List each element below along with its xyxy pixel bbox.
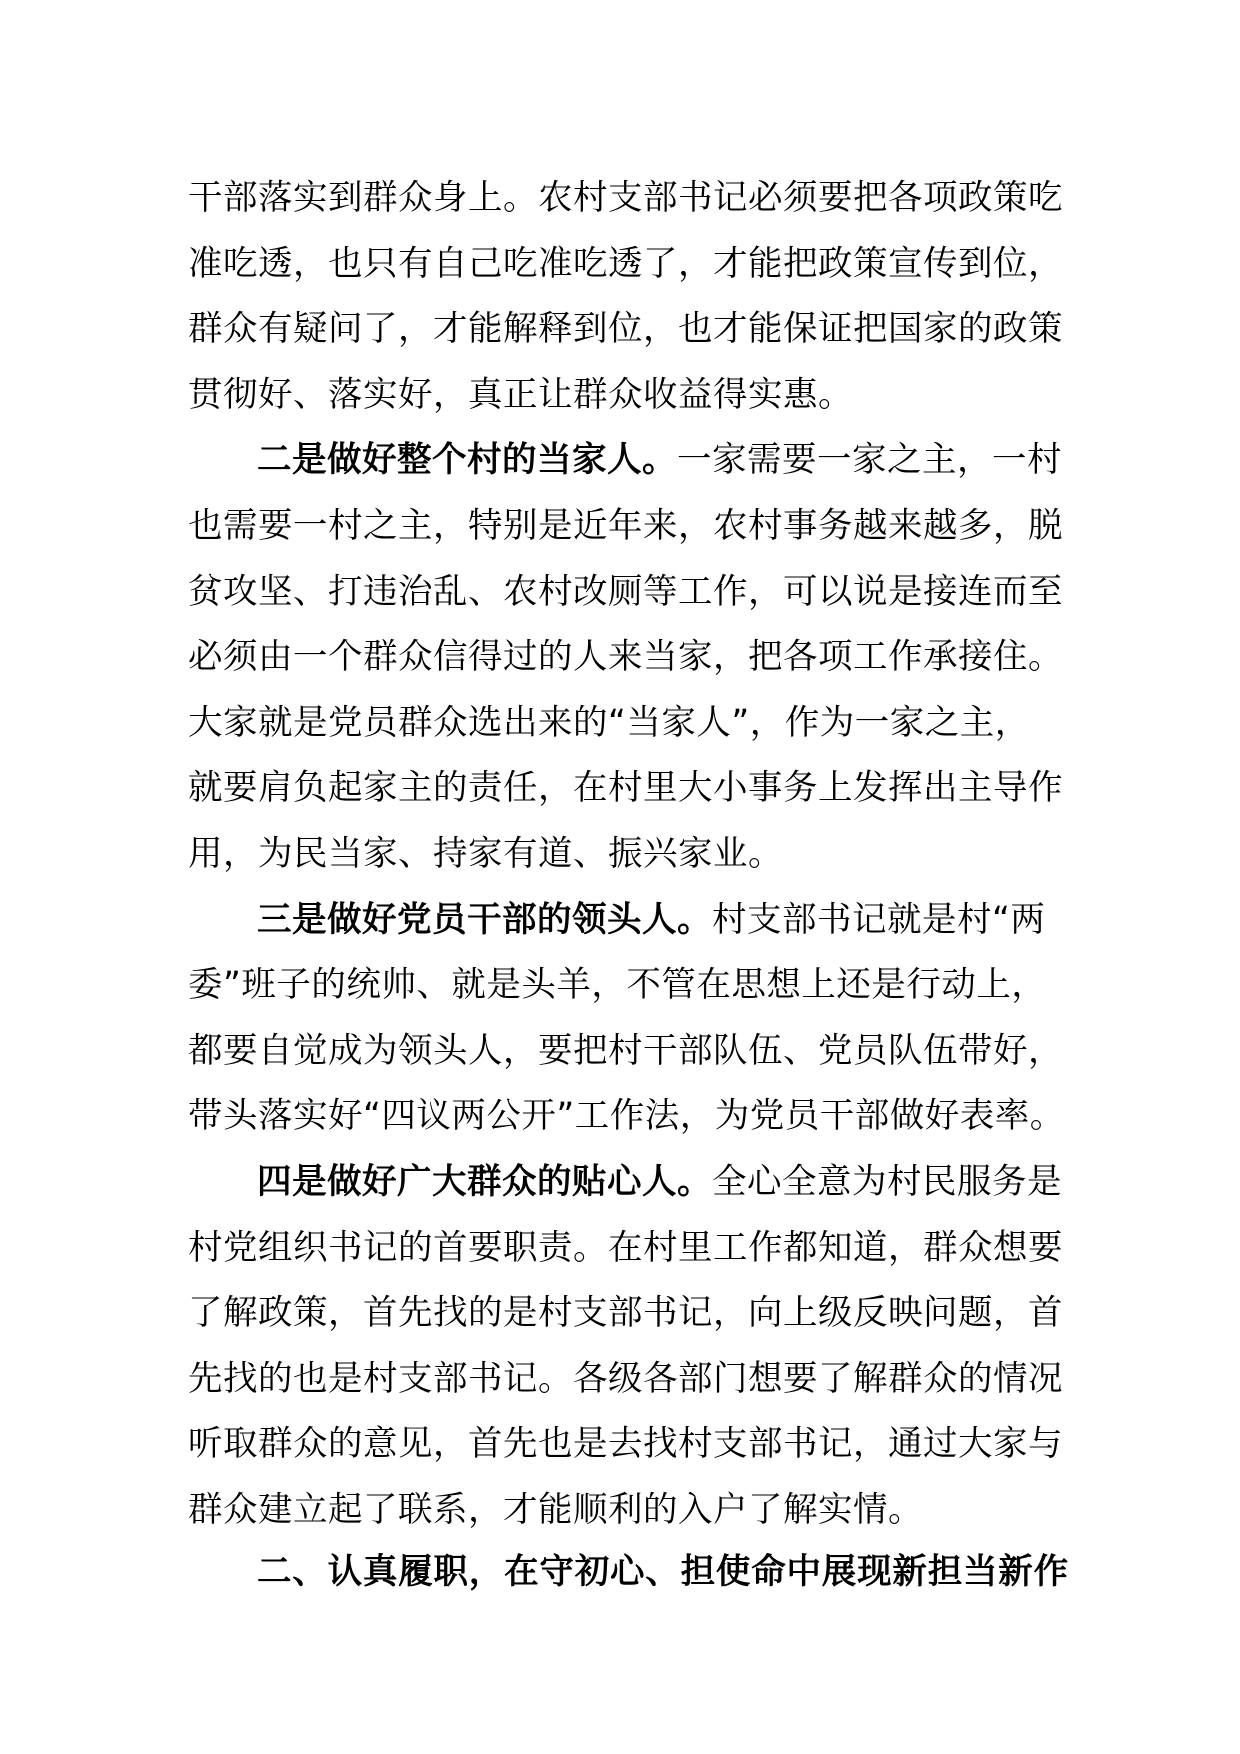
- paragraph-line: 就要肩负起家主的责任，在村里大小事务上发挥出主导作: [188, 768, 1063, 809]
- paragraph-line: 带头落实好“四议两公开”工作法，为党员干部做好表率。: [188, 1096, 1065, 1137]
- paragraph-line: 群众有疑问了，才能解释到位，也才能保证把国家的政策: [188, 309, 1063, 350]
- paragraph-line: 必须由一个群众信得过的人来当家，把各项工作承接住。: [188, 637, 1063, 678]
- paragraph-line: 大家就是党员群众选出来的“当家人”，作为一家之主，: [188, 702, 1030, 743]
- paragraph-line: 贯彻好、落实好，真正让群众收益得实惠。: [188, 374, 853, 415]
- paragraph-lead-bold: 四是做好广大群众的贴心人。: [257, 1161, 712, 1202]
- paragraph-line: 也需要一村之主，特别是近年来，农村事务越来越多，脱: [188, 505, 1063, 546]
- paragraph-first-line: [188, 428, 1068, 494]
- paragraph-first-line: [188, 1150, 1068, 1216]
- paragraph-line: 干部落实到群众身上。农村支部书记必须要把各项政策吃: [188, 178, 1063, 218]
- paragraph-lead-rest: 村支部书记就是村“两: [712, 899, 1046, 940]
- paragraph-first-line: [188, 888, 1068, 954]
- paragraph-1: [188, 166, 1068, 428]
- paragraph-line: 委”班子的统帅、就是头羊，不管在思想上还是行动上，: [188, 965, 1047, 1006]
- paragraph-line: 用，为民当家、持家有道、振兴家业。: [188, 833, 783, 874]
- paragraph-line: 村党组织书记的首要职责。在村里工作都知道，群众想要: [188, 1227, 1063, 1268]
- paragraph-line: 先找的也是村支部书记。各级各部门想要了解群众的情况: [188, 1358, 1063, 1399]
- paragraph-line: 了解政策，首先找的是村支部书记，向上级反映问题，首: [188, 1293, 1063, 1334]
- paragraph-line: 准吃透，也只有自己吃准吃透了，才能把政策宣传到位，: [188, 243, 1063, 284]
- section-heading: 二、认真履职，在守初心、担使命中展现新担当新作: [257, 1552, 1069, 1592]
- paragraph-2: [188, 428, 1068, 887]
- paragraph-3: [188, 888, 1068, 1150]
- paragraph-line: 都要自觉成为领头人，要把村干部队伍、党员队伍带好，: [188, 1030, 1063, 1071]
- paragraph-lead-rest: 一家需要一家之主，一村: [677, 440, 1062, 481]
- paragraph-4: [188, 1150, 1068, 1544]
- paragraph-lead-rest: 全心全意为村民服务是: [712, 1161, 1062, 1202]
- paragraph-lead-bold: 三是做好党员干部的领头人。: [257, 899, 712, 940]
- paragraph-line: 听取群众的意见，首先也是去找村支部书记，通过大家与: [188, 1424, 1063, 1465]
- document-body: [188, 166, 1068, 1543]
- paragraph-lead-bold: 二是做好整个村的当家人。: [257, 440, 677, 481]
- paragraph-line: 贫攻坚、打违治乱、农村改厕等工作，可以说是接连而至: [188, 571, 1063, 612]
- paragraph-line: 群众建立起了联系，才能顺利的入户了解实情。: [188, 1489, 923, 1530]
